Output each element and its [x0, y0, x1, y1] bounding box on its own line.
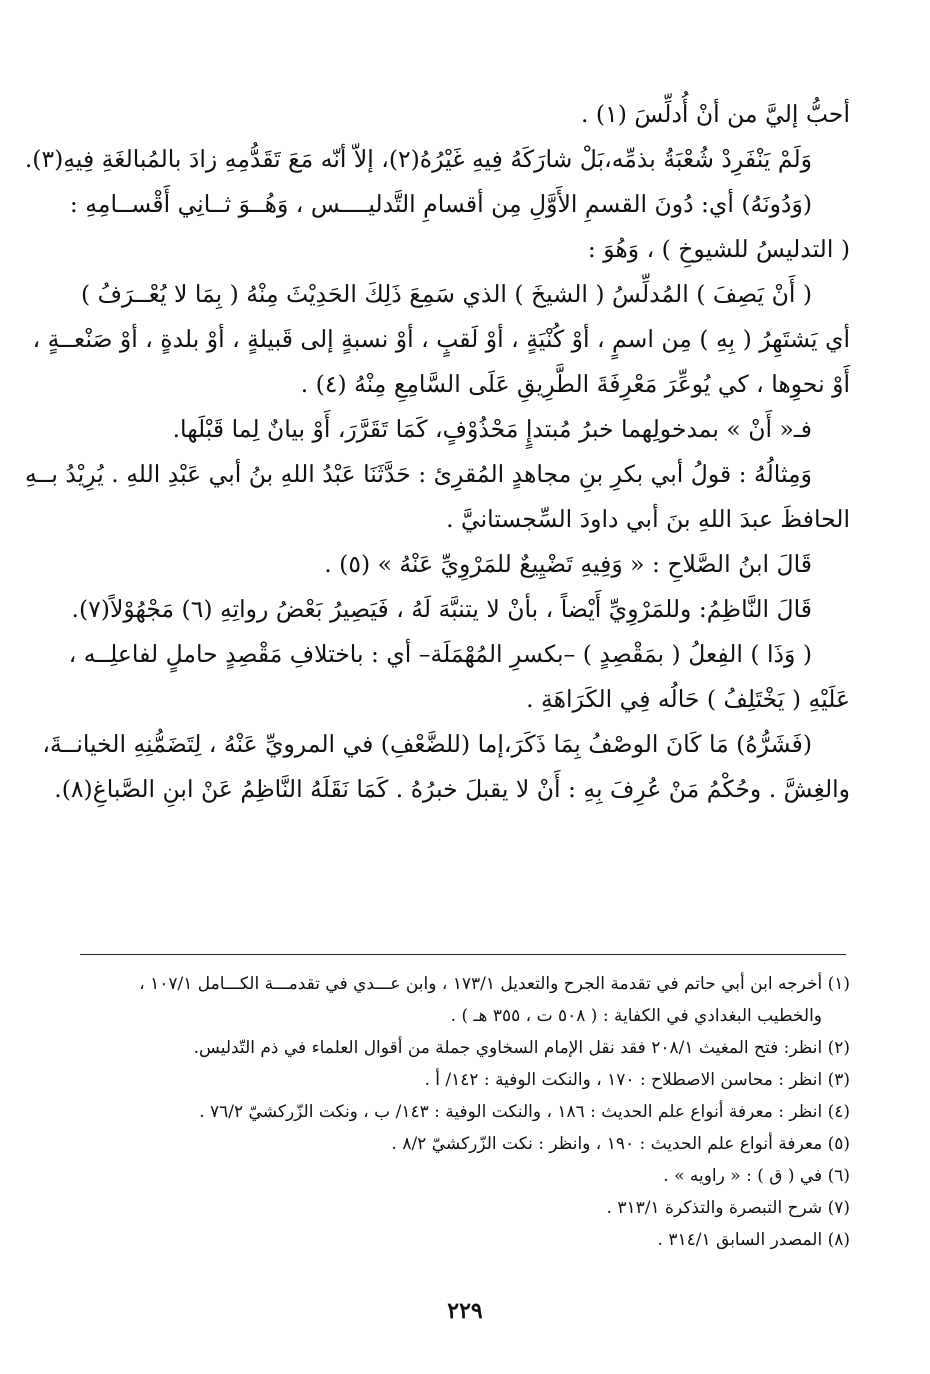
text-line: وَلَمْ يَنْفَرِدْ شُعْبَةُ بذمِّه،بَلْ شارَكَهُ فِيهِ غَيْرُهُ(٢)، إلاّ أنّه مَعَ تَقَدُّمِهِ زادَ بالمُبالغَةِ فِيهِ(٣). [24, 145, 812, 173]
text-line: قَالَ ابنُ الصَّلاحِ : « وَفِيهِ تَضْيِيعٌ للمَرْوِيِّ عَنْهُ » (٥) . [324, 550, 812, 578]
footnote: والخطيب البغدادي في الكفاية : ( ٥٠٨ ت ، ٣٥٥ هـ ) . [450, 1006, 822, 1026]
footnote: (٧) شرح التبصرة والتذكرة ٣١٣/١ . [606, 1198, 850, 1218]
text-line: (وَدُونَهُ) أي: دُونَ القسمِ الأَوَّلِ مِن أقسامِ التَّدليــــس ، وَهُــوَ ثــانِي أَقْســامِهِ : [69, 190, 812, 218]
text-line: ( وَذَا ) الفِعلُ ( بمَقْصِدٍ ) –بكسرِ المُهْمَلَة– أي : باختلافِ مَقْصِدٍ حاملٍ لفاعلِــه ، [68, 640, 812, 668]
text-line: عَلَيْهِ ( يَخْتَلِفُ ) حَالُه فِي الكَرَاهَةِ . [526, 685, 850, 713]
footnote: (٥) معرفة أنواع علم الحديث : ١٩٠ ، وانظر : نكت الزّركشيّ ٨/٢ . [391, 1134, 850, 1154]
footnotes [80, 968, 850, 1256]
text-line: فـ« أَنْ » بمدخولِهما خبرُ مُبتدإٍ مَحْذُوْفٍ، كَمَا تَقَرَّرَ، أَوْ بيانٌ لِما قَبْلَها. [172, 415, 812, 443]
text-line: الحافظَ عبدَ اللهِ بنَ أبي داودَ السِّجستانيَّ . [446, 505, 850, 533]
footnote: (٣) انظر : محاسن الاصطلاح : ١٧٠ ، والنكت الوفية : ١٤٢/ أ . [424, 1070, 850, 1090]
text-line: والغِشَّ . وحُكْمُ مَنْ عُرِفَ بِهِ : أَنْ لا يقبلَ خبرُهُ . كَمَا نَقَلَهُ النَّاظِمُ عَنْ ابنِ الصَّباغِ(٨). [54, 775, 850, 803]
footnote: (١) أخرجه ابن أبي حاتم في تقدمة الجرح والتعديل ١٧٣/١ ، وابن عـــدي في تقدمـــة الكـــامل ١٠٧/١ ، [139, 974, 850, 994]
text-line: (فَشَرُّهُ) مَا كَانَ الوصْفُ بِمَا ذَكَرَ،إما (للضَّعْفِ) في المرويِّ عَنْهُ ، لِتَضَمُّنِهِ الخيانــةَ، [42, 730, 812, 758]
footnote: (٢) انظر: فتح المغيث ٢٠٨/١ فقد نقل الإمام السخاوي جملة من أقوال العلماء في ذم التّدليس. [193, 1038, 850, 1058]
text-line: وَمِثالُهُ : قولُ أبي بكرِ بنِ مجاهدٍ المُقرِئ : حَدَّثَنَا عَبْدُ اللهِ بنُ أبي عَبْدِ اللهِ . يُرِيْدُ بــهِ [25, 460, 812, 488]
footnote: (٦) في ( ق ) : « راويه » . [663, 1166, 850, 1186]
footnote-divider [80, 954, 846, 955]
text-line: أي يَشتَهِرُ ( بِهِ ) مِن اسمٍ ، أوْ كُنْيَةٍ ، أوْ لَقبٍ ، أوْ نسبةٍ إلى قَبيلةٍ ، أوْ بلدةٍ ، أوْ صَنْعــةٍ ، [32, 325, 850, 353]
main-text [24, 92, 850, 812]
footnote: (٤) انظر : معرفة أنواع علم الحديث : ١٨٦ ، والنكت الوفية : ١٤٣/ ب ، ونكت الزّركشيّ ٧٦/٢ . [199, 1102, 850, 1122]
page-number: ٢٢٩ [447, 1298, 483, 1324]
footnote: (٨) المصدر السابق ٣١٤/١ . [657, 1230, 850, 1250]
text-line: ( التدليسُ للشيوخِ ) ، وَهُوَ : [587, 235, 850, 263]
text-line: قَالَ النَّاظِمُ: وللمَرْوِيِّ أَيْضاً ، بأنْ لا يتنبَّهَ لَهُ ، فَيَصِيرُ بَعْضُ رواتِهِ (٦) مَجْهُوْلاً(٧). [71, 595, 812, 623]
text-line: أَوْ نحوِها ، كي يُوعِّرَ مَعْرِفَةَ الطَّرِيقِ عَلَى السَّامِعِ مِنْهُ (٤) . [300, 370, 850, 398]
text-line: ( أَنْ يَصِفَ ) المُدلِّسُ ( الشيخَ ) الذي سَمِعَ ذَلِكَ الحَدِيْثَ مِنْهُ ( بِمَا لا يُعْــرَفُ ) [80, 280, 812, 308]
text-line: أحبُّ إليَّ من أنْ أُدلِّسَ (١) . [580, 100, 850, 128]
